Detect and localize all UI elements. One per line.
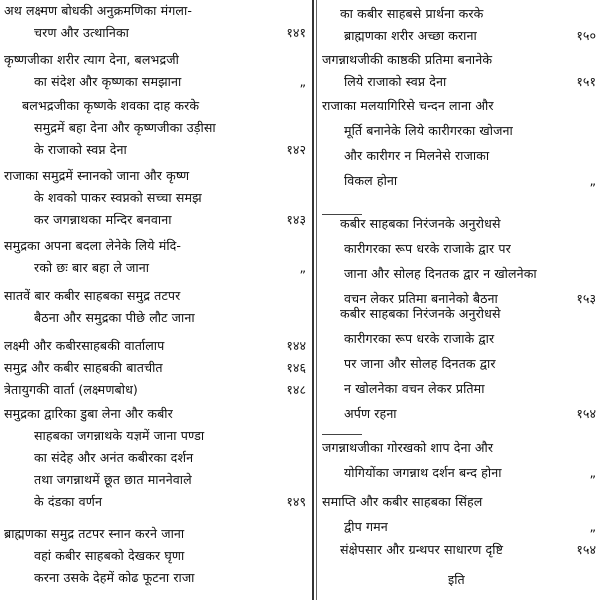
entry-text-line: राजाका मलयागिरिसे चन्दन लाना और [322, 98, 494, 113]
entry-text-line: द्वीप गमन [344, 519, 388, 534]
entry-text-line: समुद्रका द्वारिका डुबा लेना और कबीर [4, 406, 173, 421]
entry-text-line: कारीगरका रूप धरके राजाके द्वार पर [344, 241, 511, 256]
page-number: १५३ [576, 291, 596, 306]
entry-text-line: कृष्णजीका शरीर त्याग देना, बलभद्रजी [4, 52, 179, 67]
entry-text-line: योगियोंका जगन्नाथ दर्शन बन्द होना [344, 465, 502, 480]
page-number: „ [589, 173, 596, 188]
right-column [318, 0, 600, 600]
entry-text-line: जगन्नाथजीकी काष्ठकी प्रतिमा बनानेके [322, 52, 493, 67]
entry-text-line: अथ लक्ष्मण बोधकी अनुक्रमणिका मंगला- [4, 3, 192, 18]
page-number: १४२ [286, 142, 306, 157]
entry-text-line: सातवें बार कबीर साहबका समुद्र तटपर [4, 288, 181, 303]
entry-text-line: बैठना और समुद्रका पीछे लौट जाना [34, 310, 195, 325]
entry-text-line: ब्राह्मणका समुद्र तटपर स्नान करने जाना [4, 526, 185, 541]
entry-text-line: का कबीर साहबसे प्रार्थना करके [340, 6, 484, 21]
page-number: „ [299, 74, 306, 89]
entry-text-line: समुद्रका अपना बदला लेनेके लिये मंदि- [4, 238, 182, 253]
entry-text-line: अर्पण रहना [344, 406, 397, 421]
entry-text-line: के राजाको स्वप्न देना [34, 142, 127, 157]
page-number: १४१ [286, 25, 306, 40]
page-number: „ [589, 465, 596, 480]
entry-text-line: जाना और सोलह दिनतक द्वार न खोलनेका [344, 266, 537, 281]
page-number: „ [299, 260, 306, 275]
page-number: १४४ [286, 338, 306, 353]
entry-text-line: के दंडका वर्णन [34, 494, 103, 509]
entry-text-line: का संदेश और कृष्णका समझाना [34, 74, 182, 89]
page-number: १५१ [576, 74, 596, 89]
entry-text-line: राजाका समुद्रमें स्नानको जाना और कृष्ण [4, 168, 190, 183]
entry-text-line: रको छः बार बहा ले जाना [34, 260, 150, 275]
entry-text-line: समुद्रमें बहा देना और कृष्णजीका उड़ीसा [34, 120, 216, 135]
page-number: १५० [576, 28, 596, 43]
page-number: १४९ [286, 494, 306, 509]
entry-text-line: बलभद्रजीका कृष्णके शवका दाह करके [22, 98, 200, 113]
page-number: १५४ [576, 542, 596, 557]
entry-text-line: और कारीगर न मिलनेसे राजाका [344, 148, 490, 163]
page-number: १४६ [286, 360, 306, 375]
entry-text-line: लिये राजाको स्वप्न देना [344, 74, 447, 89]
entry-text-line: कबीर साहबका निरंजनके अनुरोधसे [340, 216, 501, 231]
entry-text-line: का संदेह और अनंत कबीरका दर्शन [34, 450, 194, 465]
page-number: १४८ [286, 382, 306, 397]
entry-text-line: विकल होना [344, 173, 398, 188]
entry-text-line: पर जाना और सोलह दिनतक द्वार [344, 356, 496, 371]
entry-text-line: कर जगन्नाथका मन्दिर बनवाना [34, 212, 172, 227]
entry-text-line: समाप्ति और कबीर साहबका सिंहल [322, 494, 483, 509]
column-divider-thin [316, 0, 317, 600]
entry-text-line: समुद्र और कबीर साहबकी बातचीत [4, 360, 163, 375]
entry-text-line: वहां कबीर साहबको देखकर घृणा [34, 548, 185, 563]
entry-separator [322, 214, 362, 215]
entry-text-line: जगन्नाथजीका गोरखको शाप देना और [322, 440, 494, 455]
page-number: १४३ [286, 212, 306, 227]
entry-text-line: तथा जगन्नाथमें छूत छात माननेवाले [34, 472, 192, 487]
entry-text-line: मूर्ति बनानेके लिये कारीगरका खोजना [344, 123, 513, 138]
entry-text-line: कारीगरका रूप धरके राजाके द्वार [344, 331, 495, 346]
page-number: „ [589, 519, 596, 534]
entry-text-line: साहबका जगन्नाथके यज्ञमें जाना पण्डा [34, 428, 205, 443]
entry-separator [322, 434, 362, 435]
entry-text-line: इति [448, 572, 465, 587]
entry-text-line: त्रेतायुगकी वार्ता (लक्ष्मणबोध) [4, 382, 138, 397]
entry-text-line: करना उसके देहमें कोढ फूटना राजा [34, 570, 195, 585]
column-divider [312, 0, 314, 600]
entry-text-line: ब्राह्मणका शरीर अच्छा कराना [344, 28, 477, 43]
entry-text-line: के शवको पाकर स्वप्नको सच्चा समझ [34, 190, 202, 205]
entry-text-line: कबीर साहबका निरंजनके अनुरोधसे [340, 306, 501, 321]
entry-text-line: चरण और उत्थानिका [34, 25, 130, 40]
entry-text-line: वचन लेकर प्रतिमा बनानेको बैठना [344, 291, 498, 306]
entry-text-line: संक्षेपसार और ग्रन्थपर साधारण दृष्टि [340, 542, 504, 557]
entry-text-line: लक्ष्मी और कबीरसाहबकी वार्तालाप [4, 338, 165, 353]
entry-text-line: न खोलनेका वचन लेकर प्रतिमा [344, 381, 485, 396]
page-number: १५४ [576, 406, 596, 421]
